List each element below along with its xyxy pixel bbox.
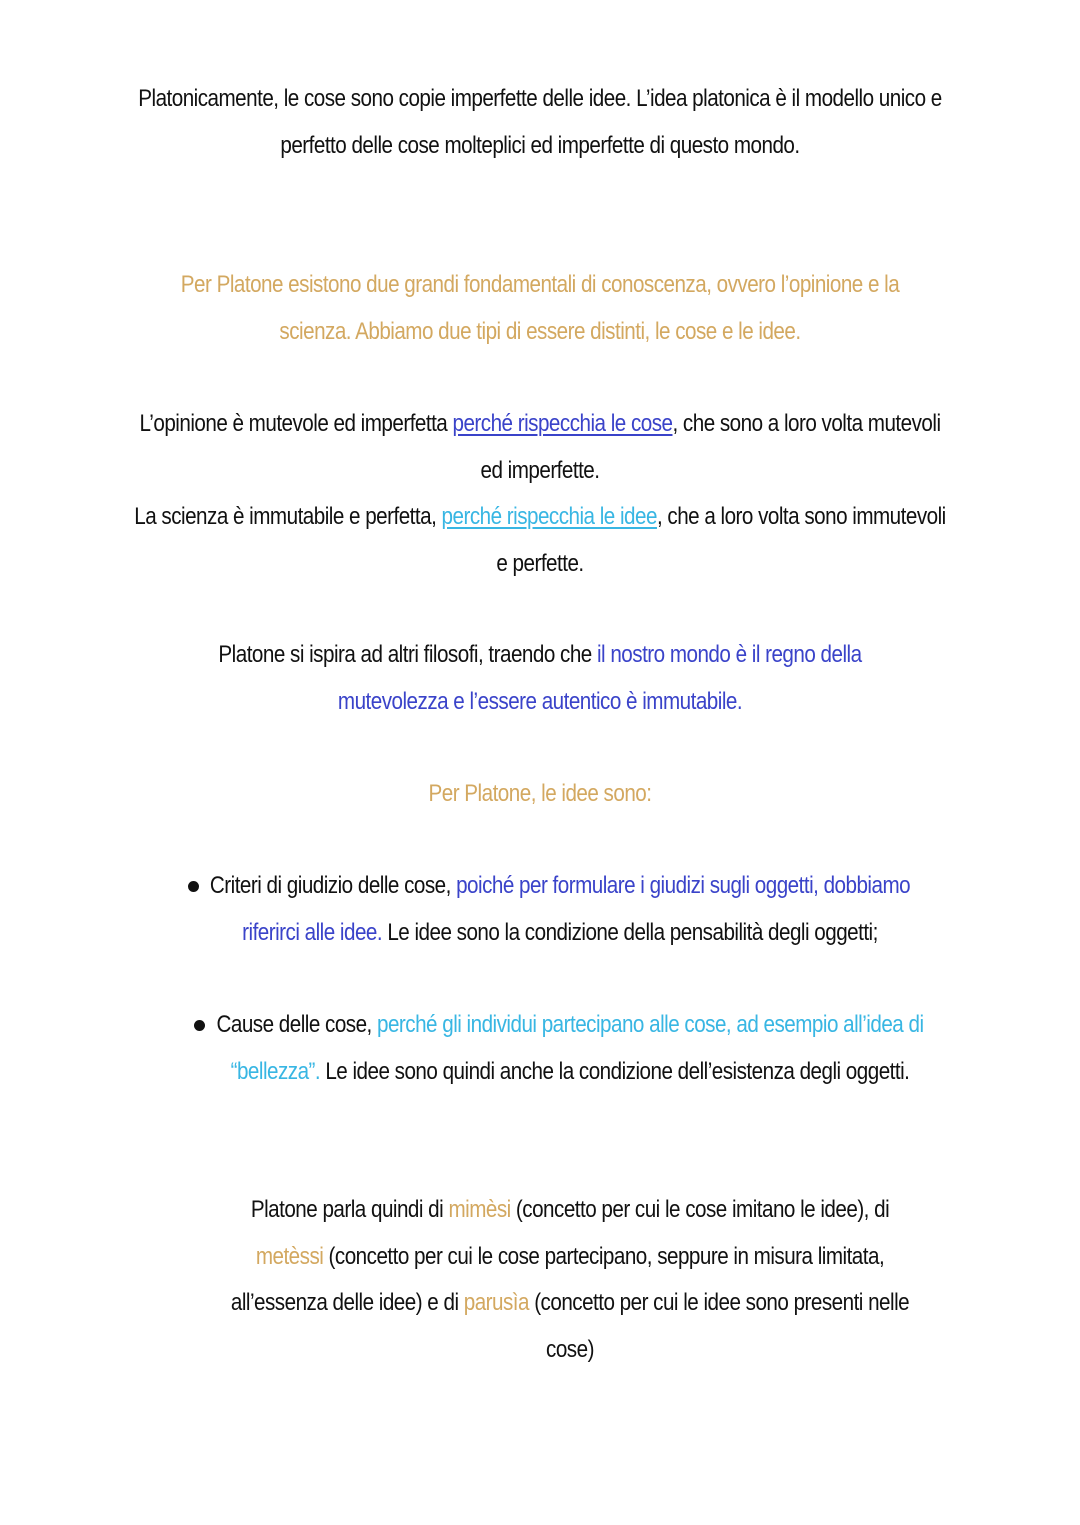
criteri-highlight: poiché per formulare i giudizi sugli oggetti, dobbiamo riferirci alle idee. <box>242 872 911 946</box>
bullet-item-criteri <box>207 863 912 956</box>
scienza-text-c: La scienza è immutabile e perfetta, <box>134 503 442 530</box>
intro-text: Platonicamente, le cose sono copie imperfette delle idee. L’idea platonica è il modello unico e perfetto delle cose molteplici ed imperfette di questo mondo. <box>138 85 942 159</box>
paragraph-idee-sono <box>127 771 953 818</box>
mimesi-text-b: (concetto per cui le cose imitano le idee), di <box>510 1196 890 1223</box>
term-parusia: parusìa <box>463 1289 529 1316</box>
mimesi-text-a: Platone parla quindi di <box>250 1196 449 1223</box>
opinione-text-a: L’opinione è mutevole ed imperfetta <box>139 410 453 437</box>
bullet-dot-1 <box>188 881 199 892</box>
cause-text-a: Cause delle cose, <box>216 1011 377 1038</box>
paragraph-opinione-scienza <box>127 401 953 587</box>
link-rispecchia-cose[interactable]: perché rispecchia le cose <box>452 410 673 437</box>
bullet-item-cause <box>209 1002 931 1095</box>
filosofi-highlight: il nostro mondo è il regno della mutevolezza e l’essere autentico è immutabile. <box>337 641 862 715</box>
paragraph-filosofi <box>170 632 910 725</box>
paragraph-mimesi <box>217 1187 922 1373</box>
mimesi-text-c: (concetto per cui le cose partecipano, seppure in misura limitata, all’essenza delle idee) e di <box>230 1242 885 1316</box>
criteri-text-b: Le idee sono la condizione della pensabilità degli oggetti; <box>382 918 878 946</box>
opinione-text-b: , che sono a loro volta mutevoli ed imperfette. <box>480 410 941 484</box>
paragraph-conoscenza <box>170 262 910 355</box>
term-mimesi: mimèsi <box>448 1196 511 1223</box>
link-rispecchia-idee[interactable]: perché rispecchia le idee <box>441 503 657 530</box>
criteri-text-a: Criteri di giudizio delle cose, <box>209 872 457 899</box>
scienza-text-d: , che a loro volta sono immutevoli e perfette. <box>496 503 946 577</box>
paragraph-intro <box>127 76 953 169</box>
cause-text-b: Le idee sono quindi anche la condizione dell’esistenza degli oggetti. <box>320 1057 910 1085</box>
bullet-dot-2 <box>194 1020 205 1031</box>
mimesi-text-d: (concetto per cui le idee sono presenti nelle cose) <box>528 1289 910 1363</box>
filosofi-text: Platone si ispira ad altri filosofi, traendo che <box>218 641 597 668</box>
conoscenza-text: Per Platone esistono due grandi fondamentali di conoscenza, ovvero l’opinione e la scienza. Abbiamo due tipi di essere distinti, le cose e le idee. <box>180 271 900 345</box>
term-metessi: metèssi <box>255 1242 324 1270</box>
idee-sono-text: Per Platone, le idee sono: <box>428 780 652 807</box>
cause-highlight: perché gli individui partecipano alle cose, ad esempio all’idea di “bellezza”. <box>230 1011 924 1085</box>
